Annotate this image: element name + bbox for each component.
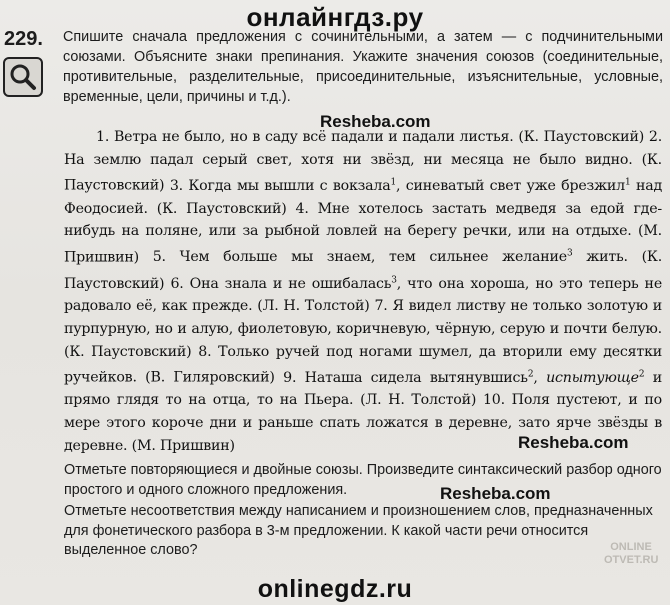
magnifier-icon <box>3 57 43 97</box>
watermark-bottom: onlinegdz.ru <box>257 575 413 603</box>
sentence-6: 6. Она знала и не ошибалась$^3$, что она хороша, но это теперь не радовало её, как прежде. (Л. Н. Толстой) <box>64 275 663 315</box>
sentence-2: 2. На землю падал серый свет, хотя ни звёзд, ни месяца не было видно. (К. Паустовский) <box>64 129 663 194</box>
sentence-9: 9. Наташа сидела вытянувшись$^2$, испытующе$^2$ и прямо глядя то на отца, то на Пьера. (Л. Н. Толстой) <box>64 369 663 409</box>
sentence-3: 3. Когда мы вышли с вокзала$^1$, синеватый свет уже брезжил$^1$ над Феодосией. (К. Паустовский) <box>64 177 663 217</box>
sentence-8: 8. Только ручей под ногами шумел, да вторили ему десятки ручейков. (В. Гиляровский) <box>64 343 663 386</box>
online-otvet-logo: ONLINE OTVET.RU <box>604 541 659 566</box>
exercise-number: 229. <box>4 28 43 50</box>
question-2: Отметьте несоответствия между написанием и произношением слов, предназначенных для фонетического разбора в 3-м предложении. К какой части речи относится выделенное слово? <box>64 503 653 558</box>
highlighted-word: испытующе <box>546 369 639 386</box>
watermark-top: онлайнгдз.ру <box>246 2 424 32</box>
watermark-resheba-1: Resheba.com <box>320 112 431 131</box>
task-text: Спишите сначала предложения с сочинительными, а затем — с подчинительными союзами. Объясните знаки препинания. Укажите значения союзов (соединительные, противительные, разделительные, присоединительные, изъяснительные, условные, временные, цели, причины и т.д.). <box>63 29 663 105</box>
watermark-resheba-3: Resheba.com <box>440 484 551 503</box>
sentence-10: 10. Поля пустеют, и по мере этого короче дни и раньше спать ложатся в деревне, зато ярче звёзды в деревне. (М. Пришвин) <box>64 392 663 454</box>
sentence-1: 1. Ветра не было, но в саду всё падали и падали листья. (К. Паустовский) <box>96 129 645 145</box>
watermark-resheba-2: Resheba.com <box>518 433 629 452</box>
sentence-7: 7. Я видел листву не только золотую и пурпурную, но и алую, фиолетовую, коричневую, чёрную, серую и почти белую. (К. Паустовский) <box>64 298 663 360</box>
sentence-5: 5. Чем больше мы знаем, тем сильнее желание$^3$ жить. (К. Паустовский) <box>64 248 663 292</box>
sentences-block <box>64 126 662 457</box>
question-1: Отметьте повторяющиеся и двойные союзы. Произведите синтаксический разбор одного простого и одного сложного предложения. <box>64 462 662 498</box>
sentence-4: 4. Мне хотелось застать медведя за едой где-нибудь на поляне, или за рыбной ловлей на берегу речки, или на отдыхе. (М. Пришвин) <box>64 200 662 266</box>
